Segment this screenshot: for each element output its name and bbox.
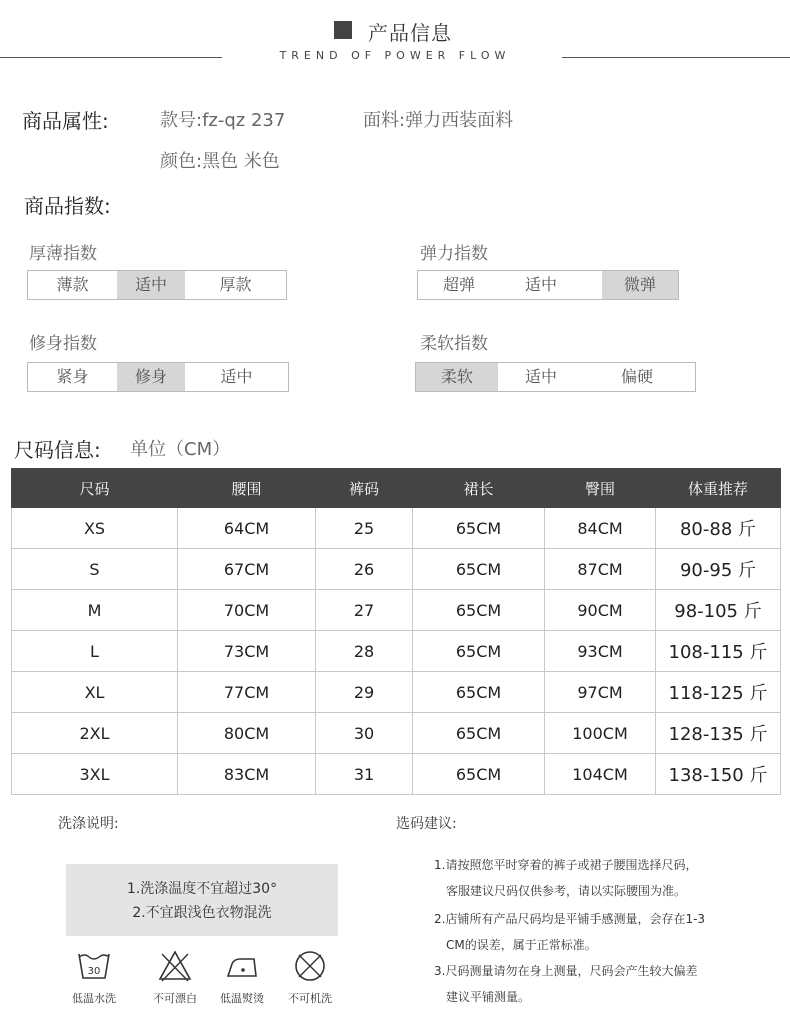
no-machine-wash-icon: [292, 948, 328, 984]
washing-line-1: 1.洗涤温度不宜超过30°: [126, 881, 278, 897]
advice-line-6: 建议平铺测量。: [446, 990, 531, 1004]
thickness-option-thin: 薄款: [56, 275, 89, 294]
care-label-low-temp-wash: 低温水洗: [72, 992, 116, 1005]
cell-pants-size: 28: [316, 631, 413, 672]
cell-weight: 108-115 斤: [656, 631, 781, 672]
wash-temperature-label: 30: [87, 966, 101, 977]
cell-size: L: [12, 631, 178, 672]
cell-size: XS: [12, 508, 178, 549]
softness-option-medium: 适中: [524, 367, 557, 386]
cell-pants-size: 30: [316, 713, 413, 754]
washing-line-2: 2.不宜跟浅色衣物混洗: [132, 905, 272, 921]
fit-index-scale: [27, 362, 289, 392]
cell-skirt-length: 65CM: [413, 631, 545, 672]
cell-size: 2XL: [12, 713, 178, 754]
fit-option-medium: 适中: [220, 367, 253, 386]
thickness-option-medium: 适中: [117, 271, 185, 299]
header-skirt-length: 裙长: [413, 469, 545, 508]
cell-pants-size: 26: [316, 549, 413, 590]
cell-skirt-length: 65CM: [413, 754, 545, 795]
cell-weight: 118-125 斤: [656, 672, 781, 713]
table-row: [12, 508, 781, 549]
cell-skirt-length: 65CM: [413, 590, 545, 631]
cell-skirt-length: 65CM: [413, 549, 545, 590]
cell-pants-size: 29: [316, 672, 413, 713]
elasticity-option-medium: 适中: [524, 275, 557, 294]
softness-index-title: 柔软指数: [420, 334, 488, 354]
advice-line-4: CM的误差，属于正常标准。: [446, 938, 597, 952]
cell-skirt-length: 65CM: [413, 672, 545, 713]
cell-hip: 84CM: [545, 508, 656, 549]
thickness-index-scale: [27, 270, 287, 300]
advice-line-2: 客服建议尺码仅供参考，请以实际腰围为准。: [446, 884, 687, 898]
size-table-header: [12, 469, 781, 508]
style-number: 款号:fz-qz 237: [160, 110, 286, 131]
table-row: [12, 549, 781, 590]
header-weight: 体重推荐: [656, 469, 781, 508]
thickness-index-title: 厚薄指数: [29, 244, 97, 264]
softness-option-hard: 偏硬: [620, 367, 653, 386]
table-row: [12, 590, 781, 631]
cell-size: XL: [12, 672, 178, 713]
fit-option-tight: 紧身: [56, 367, 89, 386]
softness-option-soft: 柔软: [416, 363, 498, 391]
cell-weight: 80-88 斤: [656, 508, 781, 549]
no-bleach-icon: [157, 948, 193, 984]
elasticity-option-slight: 微弹: [602, 271, 678, 299]
size-advice-title: 选码建议:: [396, 816, 457, 832]
cell-weight: 98-105 斤: [656, 590, 781, 631]
cell-waist: 77CM: [178, 672, 316, 713]
cell-skirt-length: 65CM: [413, 508, 545, 549]
size-unit: 单位（CM）: [130, 439, 231, 460]
advice-line-3: 2.店铺所有产品尺码均是平铺手感测量，会存在1-3: [434, 912, 706, 926]
elasticity-index-title: 弹力指数: [420, 244, 488, 264]
header-hip: 臀围: [545, 469, 656, 508]
cell-weight: 90-95 斤: [656, 549, 781, 590]
care-label-no-bleach: 不可漂白: [153, 992, 197, 1005]
washing-note-box: [66, 864, 338, 936]
cell-waist: 73CM: [178, 631, 316, 672]
cell-size: M: [12, 590, 178, 631]
cell-waist: 80CM: [178, 713, 316, 754]
attributes-label: 商品属性:: [22, 109, 109, 133]
cell-waist: 70CM: [178, 590, 316, 631]
fit-index-title: 修身指数: [29, 334, 97, 354]
washing-title: 洗涤说明:: [58, 816, 119, 832]
header-square-icon: [334, 21, 352, 39]
size-table: [11, 468, 781, 795]
cell-waist: 64CM: [178, 508, 316, 549]
fit-option-slim: 修身: [117, 363, 185, 391]
size-info-title: 尺码信息:: [14, 438, 101, 462]
cell-pants-size: 27: [316, 590, 413, 631]
color-info: 颜色:黑色 米色: [160, 151, 280, 172]
wash-30-icon: [76, 948, 112, 984]
elasticity-index-scale: [417, 270, 679, 300]
table-row: [12, 672, 781, 713]
fabric-info: 面料:弹力西装面料: [363, 110, 514, 131]
cell-hip: 104CM: [545, 754, 656, 795]
cell-waist: 67CM: [178, 549, 316, 590]
cell-size: 3XL: [12, 754, 178, 795]
cell-pants-size: 25: [316, 508, 413, 549]
table-row: [12, 631, 781, 672]
table-row: [12, 713, 781, 754]
care-label-no-machine-wash: 不可机洗: [288, 992, 332, 1005]
cell-skirt-length: 65CM: [413, 713, 545, 754]
indices-title: 商品指数:: [24, 194, 111, 218]
page-title: 产品信息: [368, 21, 452, 45]
cell-hip: 100CM: [545, 713, 656, 754]
header-pants-size: 裤码: [316, 469, 413, 508]
cell-hip: 87CM: [545, 549, 656, 590]
advice-line-5: 3.尺码测量请勿在身上测量，尺码会产生较大偏差: [434, 964, 698, 978]
cell-hip: 93CM: [545, 631, 656, 672]
header-waist: 腰围: [178, 469, 316, 508]
cell-waist: 83CM: [178, 754, 316, 795]
low-iron-icon: [224, 948, 260, 984]
advice-line-1: 1.请按照您平时穿着的裤子或裙子腰围选择尺码，: [434, 858, 698, 872]
header-size: 尺码: [12, 469, 178, 508]
cell-weight: 138-150 斤: [656, 754, 781, 795]
page-subtitle: TREND OF POWER FLOW: [279, 49, 511, 62]
care-label-low-iron: 低温熨烫: [220, 992, 264, 1005]
cell-size: S: [12, 549, 178, 590]
cell-weight: 128-135 斤: [656, 713, 781, 754]
cell-pants-size: 31: [316, 754, 413, 795]
elasticity-option-super: 超弹: [442, 275, 475, 294]
table-row: [12, 754, 781, 795]
thickness-option-thick: 厚款: [219, 275, 252, 294]
cell-hip: 97CM: [545, 672, 656, 713]
cell-hip: 90CM: [545, 590, 656, 631]
softness-index-scale: [415, 362, 696, 392]
